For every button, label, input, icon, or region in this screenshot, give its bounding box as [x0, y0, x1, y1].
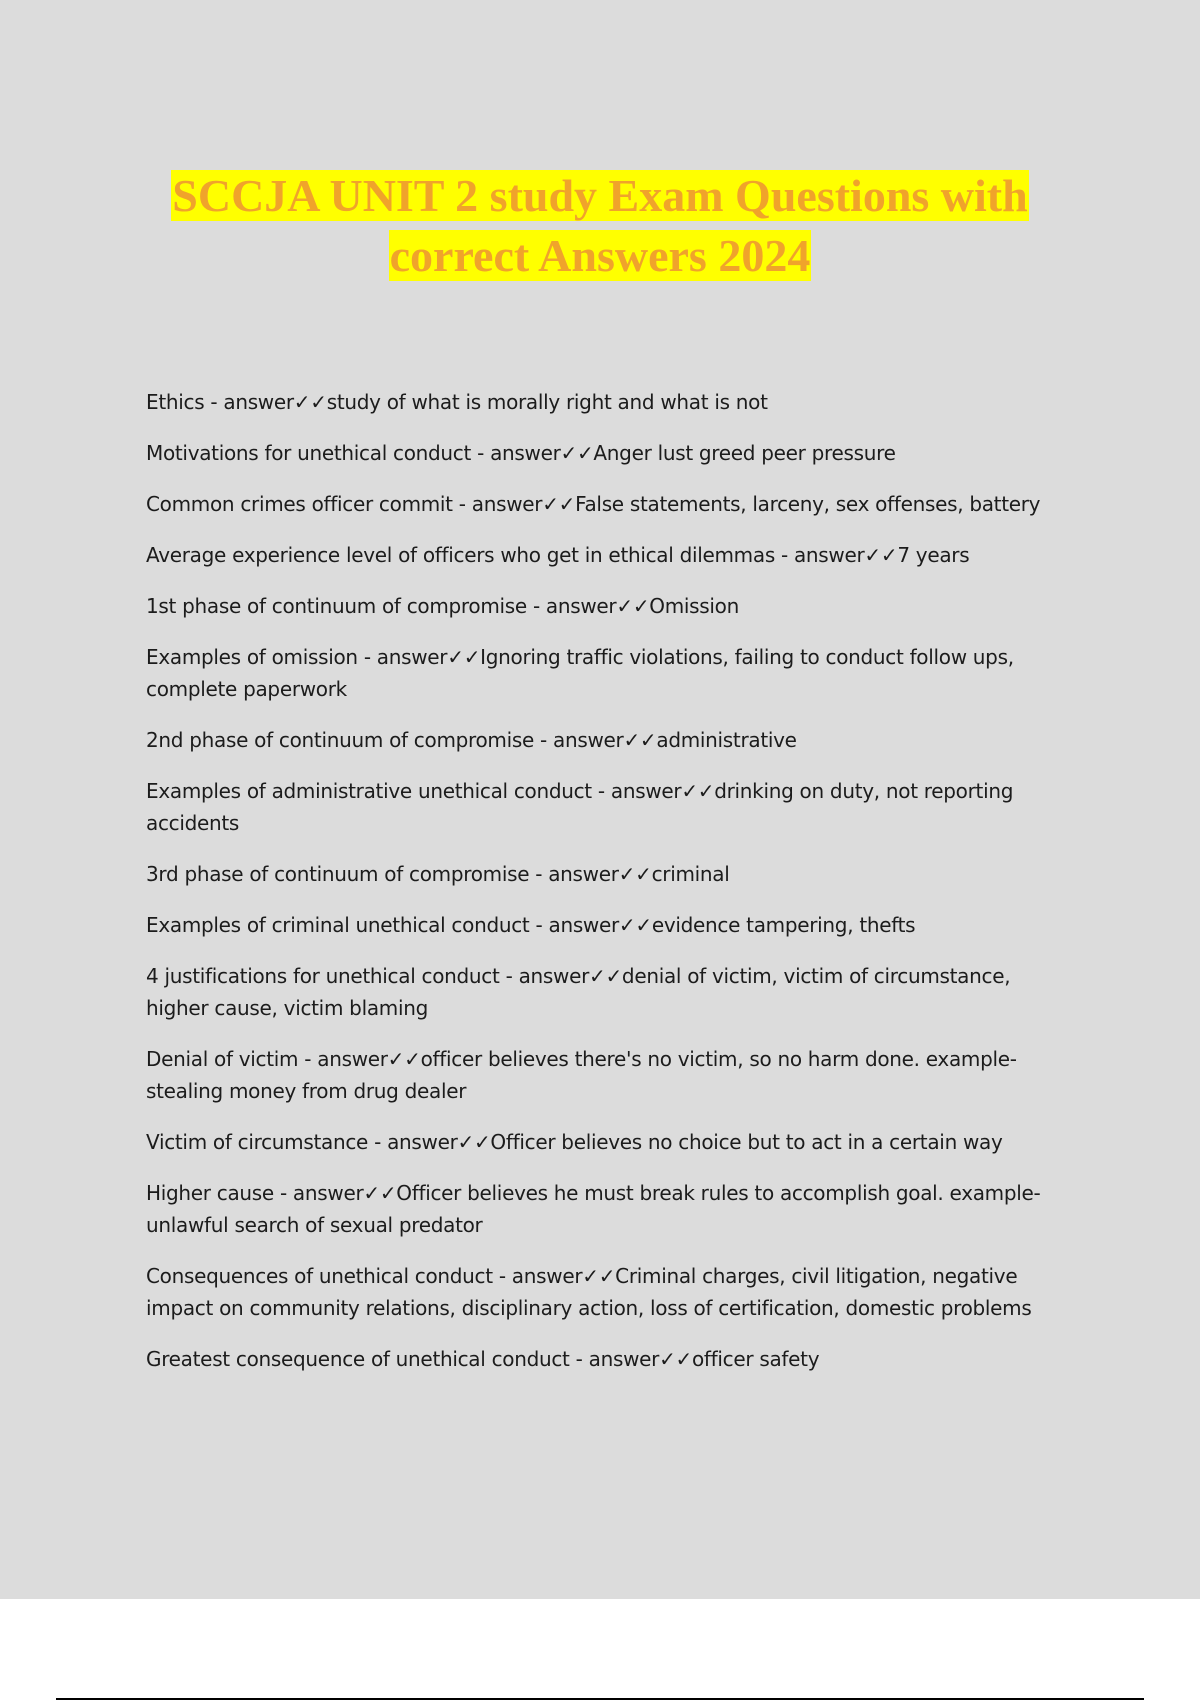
qa-item-first-phase: 1st phase of continuum of compromise - answer✓✓Omission — [146, 594, 739, 618]
qa-item-higher-cause: Higher cause - answer✓✓Officer believes he must break rules to accomplish goal. example- unlawful search of sexual predator — [146, 1181, 1041, 1237]
qa-item-justifications: 4 justifications for unethical conduct - answer✓✓denial of victim, victim of circumstance, higher cause, victim blaming — [146, 964, 1011, 1020]
qa-list — [146, 386, 1066, 1394]
qa-item-examples-criminal: Examples of criminal unethical conduct - answer✓✓evidence tampering, thefts — [146, 913, 916, 937]
qa-item-motivations: Motivations for unethical conduct - answer✓✓Anger lust greed peer pressure — [146, 441, 896, 465]
document-title — [100, 166, 1100, 286]
qa-item-greatest-consequence: Greatest consequence of unethical conduct - answer✓✓officer safety — [146, 1347, 820, 1371]
title-line-1: SCCJA UNIT 2 study Exam Questions with — [172, 170, 1028, 221]
qa-item-ethics: Ethics - answer✓✓study of what is morally right and what is not — [146, 390, 768, 414]
qa-item-examples-omission: Examples of omission - answer✓✓Ignoring traffic violations, failing to conduct follow ups, complete paperwork — [146, 645, 1014, 701]
qa-item-common-crimes: Common crimes officer commit - answer✓✓False statements, larceny, sex offenses, battery — [146, 492, 1041, 516]
qa-item-average-experience: Average experience level of officers who get in ethical dilemmas - answer✓✓7 years — [146, 543, 970, 567]
qa-item-denial-of-victim: Denial of victim - answer✓✓officer believes there's no victim, so no harm done. example- stealing money from drug dealer — [146, 1047, 1017, 1103]
qa-item-second-phase: 2nd phase of continuum of compromise - answer✓✓administrative — [146, 728, 797, 752]
qa-item-victim-of-circumstance: Victim of circumstance - answer✓✓Officer believes no choice but to act in a certain way — [146, 1130, 1003, 1154]
title-line-2: correct Answers 2024 — [389, 230, 811, 281]
qa-item-examples-administrative: Examples of administrative unethical conduct - answer✓✓drinking on duty, not reporting accidents — [146, 779, 1014, 835]
qa-item-consequences: Consequences of unethical conduct - answer✓✓Criminal charges, civil litigation, negative impact on community relations, disciplinary action, loss of certification, domestic problems — [146, 1264, 1032, 1320]
qa-item-third-phase: 3rd phase of continuum of compromise - answer✓✓criminal — [146, 862, 730, 886]
